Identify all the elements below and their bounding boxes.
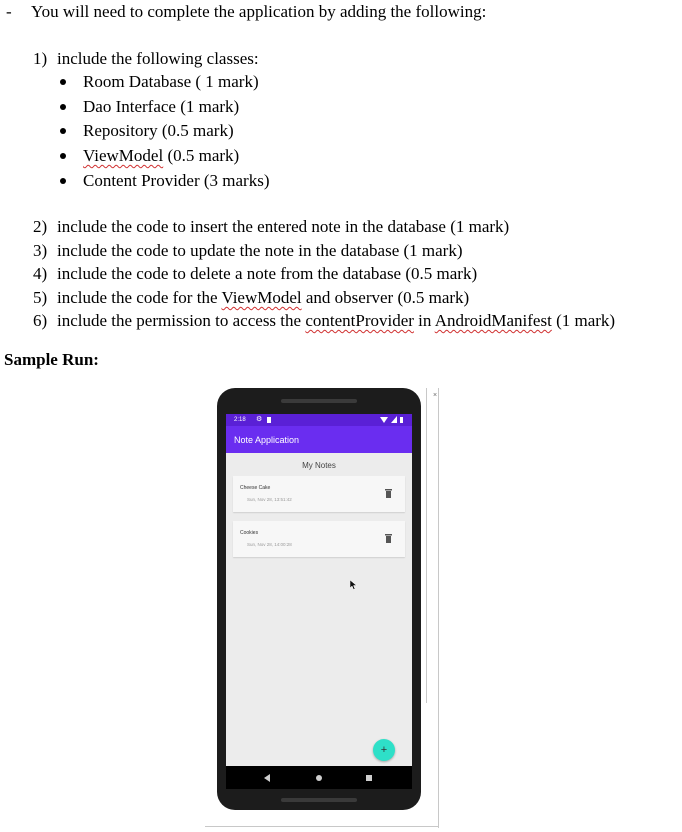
- item-number: 3): [33, 241, 48, 260]
- close-icon: ×: [433, 392, 438, 399]
- bullet-icon: [60, 153, 66, 159]
- recent-apps-icon[interactable]: [366, 775, 372, 781]
- gear-icon: ⚙: [256, 416, 263, 423]
- intro-dash: -: [6, 2, 12, 21]
- item-number: 2): [33, 217, 48, 236]
- signal-icon: [391, 416, 397, 423]
- item-number: 4): [33, 264, 48, 283]
- screen-title: My Notes: [302, 461, 336, 470]
- spellcheck-word: ViewModel: [83, 146, 164, 165]
- item-text: include the code to insert the entered note in the database (1 mark): [57, 217, 510, 236]
- bullet-icon: [60, 178, 66, 184]
- item-number: 5): [33, 288, 48, 307]
- note-card[interactable]: [233, 476, 405, 512]
- delete-icon[interactable]: [385, 489, 392, 498]
- status-time: 2:18: [234, 417, 246, 423]
- item-text: include the code for the ViewModel and observer (0.5 mark): [57, 288, 470, 307]
- note-date: Sun, Nov 28, 13:51:42: [247, 497, 292, 502]
- status-bar: [226, 414, 412, 426]
- battery-icon: [400, 417, 403, 423]
- phone-mockup: [217, 388, 421, 810]
- class-item: Room Database ( 1 mark): [83, 72, 259, 91]
- spellcheck-word: contentProvider: [305, 311, 414, 330]
- item-text: include the permission to access the contentProvider in AndroidManifest (1 mark): [57, 311, 616, 330]
- class-item: Content Provider (3 marks): [83, 171, 270, 190]
- item-number: 6): [33, 311, 48, 330]
- frame-line: [438, 388, 439, 828]
- phone-speaker: [281, 399, 357, 403]
- spellcheck-word: ViewModel: [221, 288, 302, 307]
- frame-line: [205, 826, 439, 827]
- note-date: Sun, Nov 28, 14:00:28: [247, 542, 292, 547]
- add-note-button[interactable]: +: [373, 739, 395, 761]
- frame-line: [426, 388, 427, 703]
- item-1-number: 1): [33, 49, 48, 68]
- phone-screen: [226, 414, 412, 789]
- app-title: Note Application: [234, 435, 300, 445]
- back-icon[interactable]: [264, 774, 270, 782]
- sample-run-heading: Sample Run:: [4, 350, 99, 369]
- item-1-text: include the following classes:: [57, 49, 259, 68]
- bullet-icon: [60, 128, 66, 134]
- item-text: include the code to update the note in the database (1 mark): [57, 241, 463, 260]
- class-item: Dao Interface (1 mark): [83, 97, 240, 116]
- app-bar: [226, 426, 412, 453]
- note-card[interactable]: [233, 521, 405, 557]
- delete-icon[interactable]: [385, 534, 392, 543]
- bullet-icon: [60, 104, 66, 110]
- class-item: ViewModel (0.5 mark): [83, 146, 240, 165]
- spellcheck-word: AndroidManifest: [434, 311, 552, 330]
- navigation-bar: [226, 766, 412, 789]
- home-icon[interactable]: [316, 775, 322, 781]
- note-title: Cheese Cake: [240, 485, 271, 491]
- intro-text: You will need to complete the application by adding the following:: [31, 2, 487, 21]
- bullet-icon: [60, 79, 66, 85]
- class-item: Repository (0.5 mark): [83, 121, 234, 140]
- wifi-icon: [380, 417, 388, 423]
- mouse-cursor-icon: [350, 580, 358, 590]
- sd-card-icon: [267, 417, 271, 423]
- item-text: include the code to delete a note from the database (0.5 mark): [57, 264, 478, 283]
- phone-bottom-bar: [281, 798, 357, 802]
- note-title: Cookies: [240, 530, 259, 536]
